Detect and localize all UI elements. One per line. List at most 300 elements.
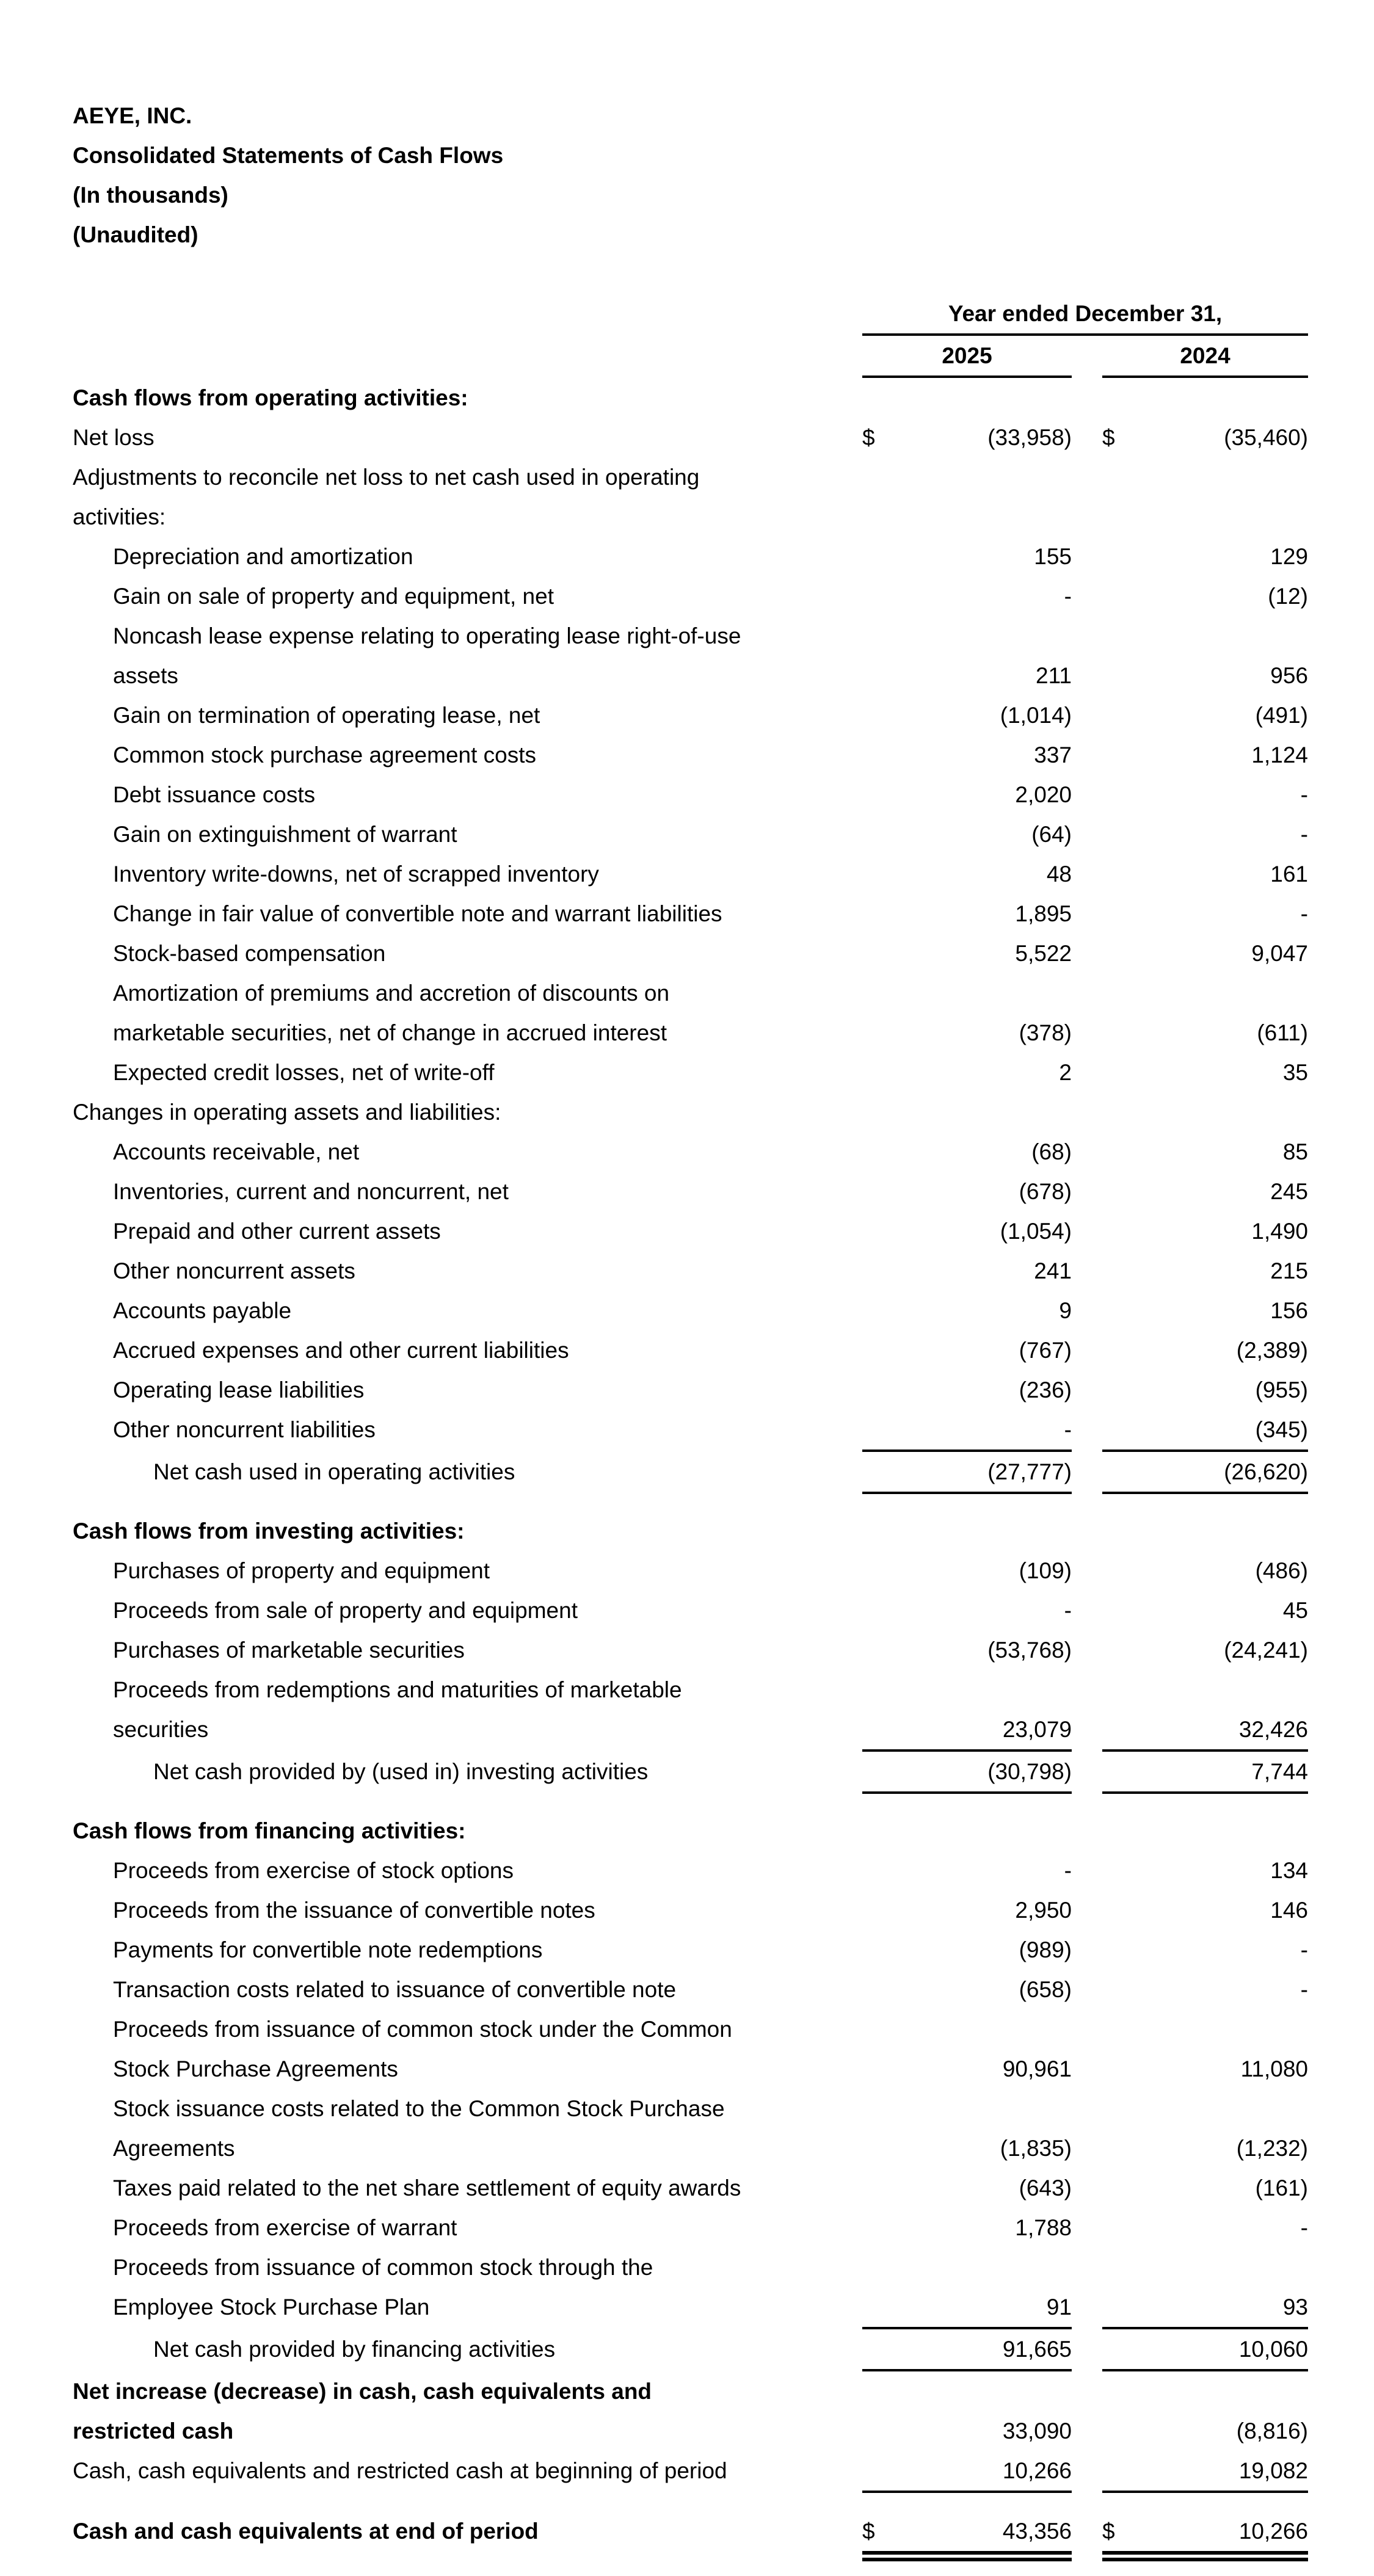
column-gap [1072, 1851, 1102, 1890]
column-gap [1072, 1251, 1102, 1291]
row-label: Accrued expenses and other current liabilities [113, 1338, 569, 1363]
value-2025: (1,054) [1000, 1219, 1072, 1244]
table-row [73, 1291, 1374, 1330]
value-cell-2025 [862, 2089, 1072, 2128]
column-gap [1072, 854, 1102, 894]
row-label: Debt issuance costs [113, 782, 316, 807]
row-label: Cash flows from financing activities: [73, 1818, 466, 1843]
row-label: Proceeds from issuance of common stock under the Common [113, 2017, 732, 2042]
value-2025: (109) [1019, 1558, 1072, 1583]
value-cell-2024 [1102, 616, 1308, 656]
table-row [73, 894, 1374, 934]
value-2024: 956 [1270, 663, 1308, 688]
row-label: Stock Purchase Agreements [113, 2056, 398, 2081]
column-gap [1072, 815, 1102, 854]
table-row [73, 2511, 1374, 2561]
value-2025: (678) [1019, 1179, 1072, 1204]
row-label: Net cash used in operating activities [153, 1459, 515, 1484]
value-2024 [1102, 1811, 1308, 1851]
table-row [73, 1591, 1374, 1630]
row-label: Employee Stock Purchase Plan [113, 2295, 430, 2320]
value-cell-2024 [1102, 1591, 1308, 1630]
row-label: Amortization of premiums and accretion of discounts on [113, 981, 670, 1006]
value-2025: (1,014) [1000, 703, 1072, 728]
row-label: marketable securities, net of change in accrued interest [113, 1020, 667, 1045]
row-label: Accounts payable [113, 1298, 292, 1323]
column-gap [1072, 616, 1102, 656]
value-2025: 10,266 [1002, 2458, 1072, 2483]
row-label: Net loss [73, 425, 154, 450]
table-row [73, 1251, 1374, 1291]
header-spacer [73, 336, 862, 378]
value-2024 [1102, 497, 1308, 537]
value-cell-2025 [862, 2208, 1072, 2248]
value-cell-2024 [1102, 2511, 1308, 2561]
value-2024: (955) [1255, 1377, 1308, 1402]
header-spacer [73, 294, 862, 336]
row-label: Change in fair value of convertible note and warrant liabilities [113, 901, 722, 926]
value-2025: (30,798) [987, 1759, 1072, 1784]
value-cell-2025 [862, 1811, 1072, 1851]
value-2025: 1,788 [1015, 2215, 1072, 2240]
table-row [73, 735, 1374, 775]
value-2024: (611) [1257, 1020, 1308, 1045]
value-2024: 129 [1270, 544, 1308, 569]
value-cell-2024 [1102, 1752, 1308, 1794]
table-body [73, 378, 1374, 2561]
value-cell-2024 [1102, 815, 1308, 854]
value-2024: 215 [1270, 1258, 1308, 1283]
value-cell-2024 [1102, 457, 1308, 497]
column-gap [1072, 1591, 1102, 1630]
value-2024: 156 [1270, 1298, 1308, 1323]
document-header [0, 0, 1374, 255]
value-cell-2024 [1102, 2371, 1308, 2411]
column-gap [1072, 2089, 1102, 2128]
value-cell-2024 [1102, 2128, 1308, 2168]
value-2025: - [1064, 1417, 1072, 1442]
value-2024: 1,124 [1251, 742, 1308, 767]
value-2024 [1102, 457, 1308, 497]
value-cell-2024 [1102, 973, 1308, 1013]
value-cell-2024 [1102, 1970, 1308, 2009]
row-label: Operating lease liabilities [113, 1377, 365, 1402]
value-cell-2024 [1102, 934, 1308, 973]
value-2025: (236) [1019, 1377, 1072, 1402]
column-gap [1072, 1930, 1102, 1970]
table-row [73, 815, 1374, 854]
table-row [73, 775, 1374, 815]
value-2025: (64) [1031, 822, 1072, 847]
value-2025 [862, 2009, 1072, 2049]
table-row [73, 1330, 1374, 1370]
table-row [73, 1452, 1374, 1494]
value-cell-2024 [1102, 1330, 1308, 1370]
table-row [73, 1670, 1374, 1710]
value-cell-2024 [1102, 2451, 1308, 2493]
year-header-row [73, 336, 1374, 378]
column-gap [1072, 2248, 1102, 2287]
value-2024 [1102, 2009, 1308, 2049]
value-cell-2024 [1102, 1132, 1308, 1172]
column-gap [1072, 1092, 1102, 1132]
value-cell-2024 [1102, 1811, 1308, 1851]
value-cell-2025 [862, 1013, 1072, 1053]
value-cell-2025 [862, 973, 1072, 1013]
value-cell-2025 [862, 1890, 1072, 1930]
row-label: Proceeds from issuance of common stock through the [113, 2255, 653, 2280]
value-2025 [862, 2089, 1072, 2128]
value-cell-2024 [1102, 1670, 1308, 1710]
value-cell-2025 [862, 1251, 1072, 1291]
column-gap [1072, 1752, 1102, 1794]
value-cell-2024 [1102, 2009, 1308, 2049]
value-cell-2024 [1102, 2411, 1308, 2451]
table-row [73, 378, 1374, 418]
column-gap [1072, 1551, 1102, 1591]
value-2025: (33,958) [987, 425, 1072, 450]
column-gap [1072, 934, 1102, 973]
value-2025: 91,665 [1002, 2337, 1072, 2362]
row-label: Common stock purchase agreement costs [113, 742, 537, 767]
column-gap [1072, 537, 1102, 576]
row-label: Taxes paid related to the net share settlement of equity awards [113, 2175, 741, 2200]
value-2024 [1102, 1670, 1308, 1710]
column-header-2025: 2025 [862, 336, 1072, 378]
value-2025: (1,835) [1000, 2136, 1072, 2161]
value-2025 [862, 1811, 1072, 1851]
value-2024: 1,490 [1251, 1219, 1308, 1244]
table-row [73, 934, 1374, 973]
value-cell-2025 [862, 1630, 1072, 1670]
column-gap [1072, 2371, 1102, 2411]
value-2025: 9 [1059, 1298, 1072, 1323]
value-2024: (35,460) [1224, 425, 1308, 450]
value-cell-2025 [862, 1551, 1072, 1591]
value-2024 [1102, 2248, 1308, 2287]
table-row [73, 1370, 1374, 1410]
value-cell-2025 [862, 656, 1072, 695]
value-cell-2024 [1102, 378, 1308, 418]
value-cell-2024 [1102, 1251, 1308, 1291]
table-row [73, 576, 1374, 616]
column-gap [1072, 775, 1102, 815]
row-label: Proceeds from redemptions and maturities of marketable [113, 1677, 682, 1702]
column-gap [1072, 1970, 1102, 2009]
value-cell-2025 [862, 1092, 1072, 1132]
value-cell-2025 [862, 2451, 1072, 2493]
value-cell-2025 [862, 1970, 1072, 2009]
row-label: Other noncurrent assets [113, 1258, 355, 1283]
column-gap [1072, 457, 1102, 497]
row-label: Agreements [113, 2136, 235, 2161]
table-row [73, 2049, 1374, 2089]
column-gap [1072, 2049, 1102, 2089]
value-2024: (8,816) [1236, 2418, 1308, 2444]
value-2024: 45 [1282, 1598, 1308, 1623]
value-2024: 146 [1270, 1898, 1308, 1923]
table-row [73, 1511, 1374, 1551]
row-label: Cash flows from investing activities: [73, 1518, 465, 1544]
column-gap [1072, 695, 1102, 735]
value-cell-2025 [862, 497, 1072, 537]
row-label: Gain on extinguishment of warrant [113, 822, 457, 847]
row-label: Purchases of property and equipment [113, 1558, 490, 1583]
value-2025 [862, 616, 1072, 656]
value-2024: 7,744 [1251, 1759, 1308, 1784]
value-cell-2024 [1102, 1890, 1308, 1930]
value-2025 [862, 1511, 1072, 1551]
value-2024 [1102, 616, 1308, 656]
row-label: Proceeds from the issuance of convertible notes [113, 1898, 595, 1923]
table-row [73, 457, 1374, 497]
value-cell-2025 [862, 576, 1072, 616]
column-gap [1072, 378, 1102, 418]
table-row [73, 2128, 1374, 2168]
value-2025: - [1064, 1598, 1072, 1623]
table-row [73, 1410, 1374, 1452]
table-row [73, 1851, 1374, 1890]
value-2024: - [1300, 2215, 1308, 2240]
column-gap [1072, 1013, 1102, 1053]
value-cell-2024 [1102, 1211, 1308, 1251]
row-label: Adjustments to reconcile net loss to net cash used in operating [73, 465, 700, 490]
value-2025: 90,961 [1002, 2056, 1072, 2081]
value-2024: 11,080 [1240, 2056, 1308, 2081]
column-gap [1072, 2009, 1102, 2049]
value-2025: (658) [1019, 1977, 1072, 2002]
value-cell-2024 [1102, 2089, 1308, 2128]
column-gap [1072, 576, 1102, 616]
value-cell-2024 [1102, 1851, 1308, 1890]
value-cell-2024 [1102, 2168, 1308, 2208]
row-label: activities: [73, 504, 166, 529]
value-cell-2024 [1102, 1930, 1308, 1970]
column-gap [1072, 336, 1102, 378]
value-2025: 2 [1059, 1060, 1072, 1085]
value-cell-2025 [862, 457, 1072, 497]
value-2025 [862, 378, 1072, 418]
row-label: Accounts receivable, net [113, 1139, 360, 1164]
table-row [73, 616, 1374, 656]
table-row [73, 1092, 1374, 1132]
row-label: Gain on sale of property and equipment, net [113, 584, 554, 609]
row-label: Depreciation and amortization [113, 544, 413, 569]
value-cell-2025 [862, 1591, 1072, 1630]
row-label: securities [113, 1717, 209, 1742]
column-gap [1072, 1370, 1102, 1410]
value-2024 [1102, 378, 1308, 418]
table-row [73, 2208, 1374, 2248]
table-row [73, 854, 1374, 894]
value-cell-2024 [1102, 656, 1308, 695]
column-gap [1072, 2451, 1102, 2493]
value-cell-2024 [1102, 894, 1308, 934]
value-cell-2024 [1102, 1370, 1308, 1410]
column-gap [1072, 2287, 1102, 2329]
table-row [73, 1172, 1374, 1211]
value-2025 [862, 2371, 1072, 2411]
value-cell-2025 [862, 735, 1072, 775]
value-2024: (486) [1255, 1558, 1308, 1583]
value-2025: - [1064, 1858, 1072, 1883]
value-2025: 155 [1034, 544, 1072, 569]
value-cell-2025 [862, 2411, 1072, 2451]
value-2025: 33,090 [1002, 2418, 1072, 2444]
value-cell-2025 [862, 894, 1072, 934]
value-2024: - [1300, 1977, 1308, 2002]
value-cell-2024 [1102, 497, 1308, 537]
value-2024: - [1300, 901, 1308, 926]
currency-symbol-2025: $ [862, 425, 875, 450]
column-gap [1072, 1330, 1102, 1370]
column-gap [1072, 418, 1102, 457]
value-cell-2024 [1102, 1410, 1308, 1452]
row-label: Gain on termination of operating lease, net [113, 703, 540, 728]
row-label: Other noncurrent liabilities [113, 1417, 376, 1442]
value-cell-2025 [862, 2248, 1072, 2287]
value-2024: 10,060 [1238, 2337, 1308, 2362]
value-2024: 9,047 [1251, 941, 1308, 966]
value-2024: (345) [1255, 1417, 1308, 1442]
value-cell-2025 [862, 537, 1072, 576]
value-2025 [862, 2248, 1072, 2287]
value-cell-2024 [1102, 576, 1308, 616]
column-gap [1072, 2329, 1102, 2371]
table-row [73, 2451, 1374, 2493]
row-label: Changes in operating assets and liabilities: [73, 1100, 501, 1125]
column-gap [1072, 1890, 1102, 1930]
value-2025: 23,079 [1002, 1717, 1072, 1742]
value-cell-2024 [1102, 735, 1308, 775]
column-gap [1072, 2411, 1102, 2451]
value-cell-2025 [862, 2329, 1072, 2371]
value-cell-2024 [1102, 775, 1308, 815]
value-2025: - [1064, 584, 1072, 609]
value-cell-2025 [862, 1410, 1072, 1452]
value-cell-2024 [1102, 1092, 1308, 1132]
value-2024: 10,266 [1238, 2519, 1308, 2544]
value-cell-2025 [862, 934, 1072, 973]
table-row [73, 2371, 1374, 2411]
column-gap [1072, 1172, 1102, 1211]
value-cell-2024 [1102, 1511, 1308, 1551]
value-2024: 85 [1282, 1139, 1308, 1164]
currency-symbol-2024: $ [1102, 425, 1115, 450]
value-2024: (1,232) [1236, 2136, 1308, 2161]
column-header-2024: 2024 [1102, 336, 1308, 378]
value-2024 [1102, 2089, 1308, 2128]
value-2024: 32,426 [1238, 1717, 1308, 1742]
value-2025 [862, 457, 1072, 497]
column-gap [1072, 2128, 1102, 2168]
value-2025: 241 [1034, 1258, 1072, 1283]
table-row [73, 2411, 1374, 2451]
value-2024: (2,389) [1236, 1338, 1308, 1363]
value-cell-2025 [862, 1172, 1072, 1211]
value-2025: 43,356 [1002, 2519, 1072, 2544]
row-label: Cash, cash equivalents and restricted cash at beginning of period [73, 2458, 727, 2483]
value-2024: (24,241) [1224, 1638, 1308, 1663]
value-cell-2025 [862, 1752, 1072, 1794]
table-row [73, 1970, 1374, 2009]
row-label: Stock issuance costs related to the Common Stock Purchase [113, 2096, 725, 2121]
row-label: Proceeds from sale of property and equipment [113, 1598, 578, 1623]
value-cell-2025 [862, 695, 1072, 735]
column-gap [1072, 973, 1102, 1013]
value-cell-2024 [1102, 2287, 1308, 2329]
value-cell-2025 [862, 2168, 1072, 2208]
value-cell-2025 [862, 2009, 1072, 2049]
value-cell-2025 [862, 775, 1072, 815]
value-2024: (26,620) [1224, 1459, 1308, 1484]
table-row [73, 2168, 1374, 2208]
value-cell-2024 [1102, 695, 1308, 735]
column-gap [1072, 497, 1102, 537]
table-row [73, 2329, 1374, 2371]
table-row [73, 656, 1374, 695]
value-cell-2025 [862, 1670, 1072, 1710]
value-cell-2024 [1102, 537, 1308, 576]
value-2024: (491) [1255, 703, 1308, 728]
table-row [73, 418, 1374, 457]
table-row [73, 1053, 1374, 1092]
value-cell-2025 [862, 1291, 1072, 1330]
value-cell-2025 [862, 2511, 1072, 2561]
value-cell-2025 [862, 1710, 1072, 1752]
table-row [73, 1752, 1374, 1794]
value-cell-2025 [862, 1211, 1072, 1251]
row-label: Inventories, current and noncurrent, net [113, 1179, 509, 1204]
value-cell-2024 [1102, 1172, 1308, 1211]
value-cell-2024 [1102, 1013, 1308, 1053]
value-2024 [1102, 1092, 1308, 1132]
value-2025 [862, 973, 1072, 1013]
table-row [73, 1132, 1374, 1172]
table-row [73, 973, 1374, 1013]
value-cell-2024 [1102, 2329, 1308, 2371]
value-2025: (27,777) [987, 1459, 1072, 1484]
value-2025: (378) [1019, 1020, 1072, 1045]
column-gap [1072, 1211, 1102, 1251]
column-gap [1072, 735, 1102, 775]
value-cell-2025 [862, 1330, 1072, 1370]
value-cell-2025 [862, 815, 1072, 854]
table-row [73, 1811, 1374, 1851]
value-2025: (989) [1019, 1937, 1072, 1962]
row-label: Inventory write-downs, net of scrapped inventory [113, 862, 599, 887]
currency-symbol-2024: $ [1102, 2519, 1115, 2544]
value-2024: (161) [1255, 2175, 1308, 2200]
table-row [73, 695, 1374, 735]
value-cell-2025 [862, 1053, 1072, 1092]
value-cell-2025 [862, 1930, 1072, 1970]
value-2025 [862, 497, 1072, 537]
row-label: Net cash provided by financing activities [153, 2337, 556, 2362]
value-2025: 5,522 [1015, 941, 1072, 966]
value-cell-2025 [862, 1132, 1072, 1172]
audit-note: (Unaudited) [73, 222, 198, 247]
table-row [73, 1551, 1374, 1591]
value-cell-2024 [1102, 1710, 1308, 1752]
column-gap [1072, 1410, 1102, 1452]
value-cell-2025 [862, 1452, 1072, 1494]
value-2025: (53,768) [987, 1638, 1072, 1663]
cash-flow-statement [73, 294, 1374, 2561]
value-2024: 19,082 [1238, 2458, 1308, 2483]
value-2025: 91 [1046, 2295, 1072, 2320]
row-label: Noncash lease expense relating to operating lease right-of-use [113, 623, 741, 648]
